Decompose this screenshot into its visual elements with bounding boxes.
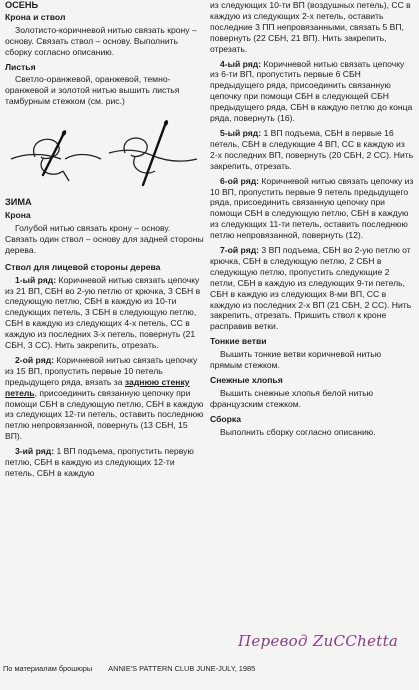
footer-source-label: По материалам брошюры (3, 664, 93, 673)
row-3-label: 3-ий ряд: (15, 446, 55, 457)
subheading-crown: Крона (5, 210, 31, 221)
paragraph-row-2 (5, 355, 204, 442)
row-2-text-b: , присоединить связанную цепочку при помощи СБН в следующую петлю, СБН в каждую из следующих 12-ти петель, оставить последнюю петлю непровязанной, повернуть (13 СБН, 15 ВП). (5, 387, 204, 442)
translator-signature: Перевод ZuCChetta (238, 632, 399, 650)
paragraph-row-5 (210, 128, 414, 172)
footer-source (3, 664, 271, 673)
paragraph-row-7 (210, 245, 414, 332)
paragraph-autumn-crown: Золотисто-коричневой нитью связать крону – основу. Связать ствол – основу. Выполнить сборку согласно описанию. (5, 24, 197, 57)
paragraph-row-3-continued: из следующих 10-ти ВП (воздушных петель), СС в каждую из следующих 2-х петель, оставить последние 3 ПП непровязанными, связать 5 ВП, повернуть (22 СБН, 21 ВП). Нить закрепить, отрезать. (210, 0, 411, 54)
paragraph-assembly: Выполнить сборку согласно описанию. (220, 426, 376, 437)
row-2-emphasis: заднюю стенку петель (5, 376, 190, 398)
paragraph-snowflakes: Вышить снежные хлопья белой нитью французским стежком. (210, 387, 374, 409)
paragraph-row-1 (5, 275, 204, 351)
row-2-text-a: Коричневой нитью связать цепочку из 15 ВП, пропустить первые 10 петель предыдущего ряда, вязать за (5, 354, 198, 387)
paragraph-row-6 (210, 176, 414, 241)
chain-stitch-diagram (5, 113, 204, 193)
section-title-autumn: ОСЕНЬ (5, 0, 39, 10)
row-4-text: Коричневой нитью связать цепочку из 6-ти ВП, пропустить первые 6 СБН предыдущего ряда, присоединить связанную цепочку при помощи СБН в следующей СБН предыдущего ряда, СБН в каждую петлю до конца ряда, повернуть (16). (210, 58, 413, 124)
section-title-winter: ЗИМА (5, 197, 32, 208)
subheading-front-trunk: Ствол для лицевой стороны дерева (5, 261, 161, 272)
row-5-text: 1 ВП подъема, СБН в первые 16 петель, СБН в следующие 4 ВП, СС в каждую из 2-х последних ВП, повернуть (20 СБН, 2 СС). Нить закрепить, отрезать. (210, 127, 414, 171)
chain-stitch-illustration (5, 113, 204, 193)
row-5-label: 5-ый ряд: (220, 127, 262, 138)
paragraph-row-4 (210, 59, 414, 124)
subheading-thin-branches: Тонкие ветви (210, 336, 267, 347)
paragraph-row-3 (5, 446, 204, 479)
right-column (210, 0, 414, 438)
subheading-crown-trunk: Крона и ствол (5, 11, 66, 22)
row-4-label: 4-ый ряд: (220, 58, 262, 69)
row-7-text: 3 ВП подъема, СБН во 2-ую петлю от крючка, СБН в следующую петлю, 2 СБН в следующую петлю, пропустить следующие 2 петли, СБН в каждую из следующих 9-ти петель, СБН в каждую из следующих 8-ми ВП, СС в каждую из последних 2-х ВП (21 СБН, 2 СС). Нить закрепить, отрезать. Пришить ствол к кроне расправив ветки. (210, 245, 412, 332)
left-column (5, 0, 204, 479)
footer-source-name: ANNIE'S PATTERN CLUB JUNE-JULY, 1985 (108, 664, 256, 673)
row-7-label: 7-ой ряд: (220, 245, 260, 256)
row-1-text: Коричневой нитью связать цепочку из 21 ВП, СБН во 2-ую петлю от крючка, 3 СБН в следующую петлю, СБН в каждую из 10-ти следующих петель, 3 СБН в следующую петлю, СБН в каждую из следующих 4-х петель, СС в каждую из последних 3-х петель, повернуть (21 СБН, 3 СС). Нить закрепить, отрезать. (5, 274, 201, 351)
row-6-text: Коричневой нитью связать цепочку из 10 ВП, пропустить первые 9 петель предыдущего ряда, присоединить связанную цепочку при помощи СБН в следующую петлю, СБН в каждую из следующих 11-ти петель, оставить последнюю петлю непровязанной, повернуть (12). (210, 175, 414, 241)
row-1-label: 1-ый ряд: (15, 274, 57, 285)
row-6-label: 6-ой ряд: (220, 175, 260, 186)
paragraph-thin-branches: Вышить тонкие ветви коричневой нитью прямым стежком. (210, 349, 382, 371)
row-3-text: 1 ВП подъема, пропустить первую петлю, СБН в каждую из следующих 12-ти петель, СБН в каждую (5, 446, 194, 478)
paragraph-winter-crown: Голубой нитью связать крону – основу. Связать один ствол – основу для задней стороны дерева. (5, 222, 204, 255)
subheading-assembly: Сборка (210, 413, 241, 424)
row-2-label: 2-ой ряд: (15, 354, 55, 365)
subheading-leaves: Листья (5, 61, 36, 72)
subheading-snowflakes: Снежные хлопья (210, 375, 283, 385)
paragraph-leaves: Светло-оранжевой, оранжевой, темно-оранжевой и золотой нитью вышить листья тамбурным стежком (см. рис.) (5, 74, 180, 107)
